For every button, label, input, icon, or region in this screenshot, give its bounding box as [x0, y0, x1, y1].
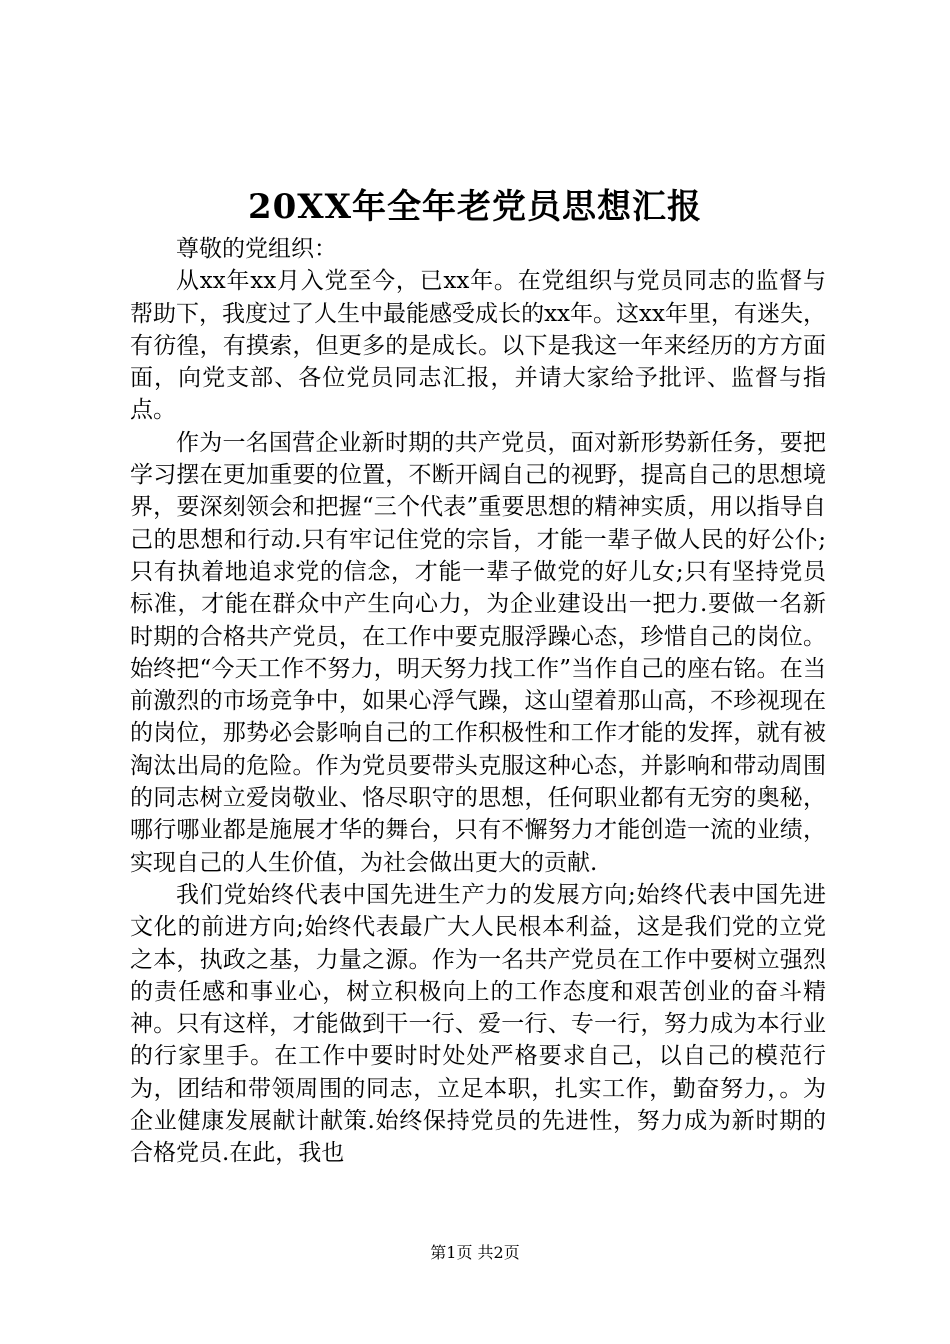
paragraph-1: 从xx年xx月入党至今，已xx年。在党组织与党员同志的监督与帮助下，我度过了人生中最能感受成长的xx年。这xx年里，有迷失，有彷徨，有摸索，但更多的是成长。以下是我这一年来经历的方方面面，向党支部、各位党员同志汇报，并请大家给予批评、监督与指点。 [130, 268, 826, 424]
document-title: 20XX年全年老党员思想汇报 [247, 187, 703, 227]
document-body [130, 233, 826, 1170]
page-footer: 第1页 共2页 [430, 1243, 520, 1262]
salutation: 尊敬的党组织： [176, 236, 337, 262]
paragraph-3: 我们党始终代表中国先进生产力的发展方向;始终代表中国先进文化的前进方向;始终代表最广大人民根本利益，这是我们党的立党之本，执政之基，力量之源。作为一名共产党员在工作中要树立强烈的责任感和事业心，树立积极向上的工作态度和艰苦创业的奋斗精神。只有这样，才能做到干一行、爱一行、专一行，努力成为本行业的行家里手。在工作中要时时处处严格要求自己，以自己的模范行为，团结和带领周围的同志，立足本职，扎实工作，勤奋努力，。为企业健康发展献计献策.始终保持党员的先进性，努力成为新时期的合格党员.在此，我也 [130, 881, 826, 1167]
paragraph-2: 作为一名国营企业新时期的共产党员，面对新形势新任务，要把学习摆在更加重要的位置，不断开阔自己的视野，提高自己的思想境界，要深刻领会和把握“三个代表”重要思想的精神实质，用以指导自己的思想和行动.只有牢记住党的宗旨，才能一辈子做人民的好公仆;只有执着地追求党的信念，才能一辈子做党的好儿女;只有坚持党员标准，才能在群众中产生向心力，为企业建设出一把力.要做一名新时期的合格共产党员，在工作中要克服浮躁心态，珍惜自己的岗位。始终把“今天工作不努力，明天努力找工作”当作自己的座右铭。在当前激烈的市场竞争中，如果心浮气躁，这山望着那山高，不珍视现在的岗位，那势必会影响自己的工作积极性和工作才能的发挥，就有被淘汰出局的危险。作为党员要带头克服这种心态，并影响和带动周围的同志树立爱岗敬业、恪尽职守的思想，任何职业都有无穷的奥秘，哪行哪业都是施展才华的舞台，只有不懈努力才能创造一流的业绩，实现自己的人生价值，为社会做出更大的贡献. [130, 429, 826, 876]
